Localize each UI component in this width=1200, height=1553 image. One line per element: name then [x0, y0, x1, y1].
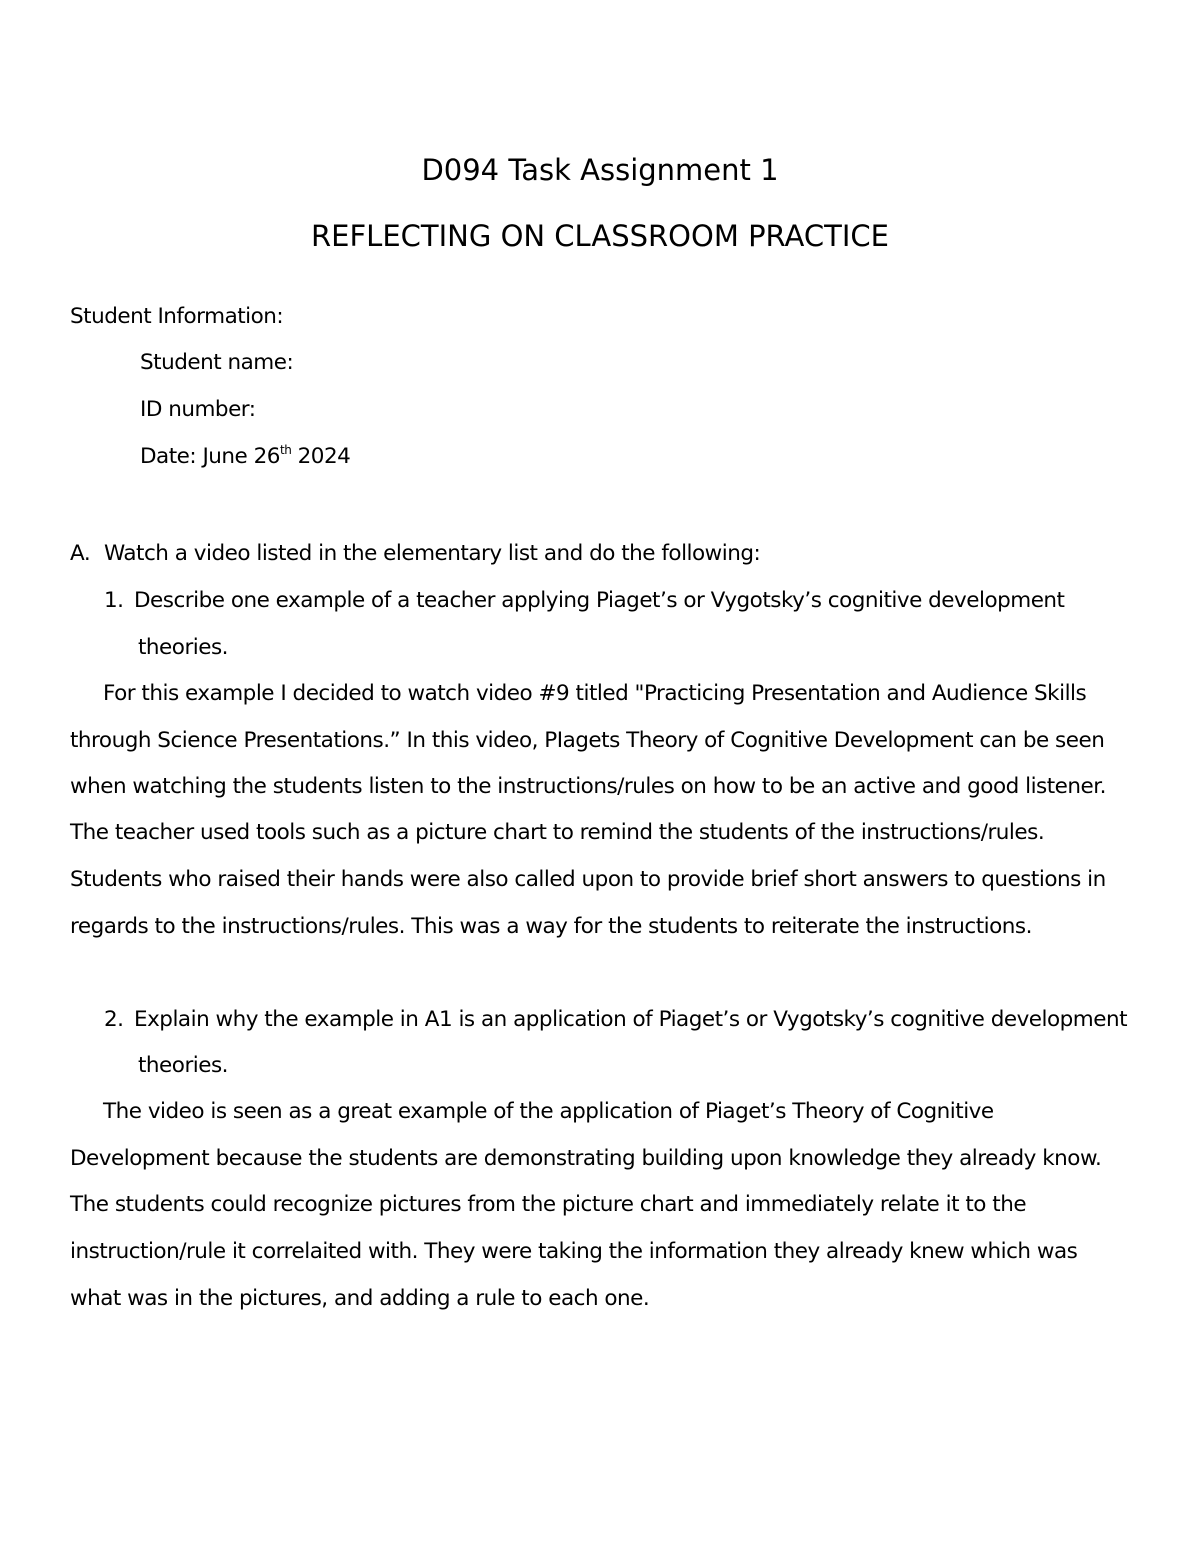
student-info-heading: Student Information:	[70, 304, 284, 329]
id-number-label: ID number:	[140, 397, 256, 422]
date-prefix: Date: June 26	[140, 444, 280, 469]
item-2-marker: 2.	[104, 1007, 124, 1032]
item-1-answer-line: Students who raised their hands were also called upon to provide brief short answers to questions in	[70, 867, 1106, 892]
item-2-answer-line: what was in the pictures, and adding a rule to each one.	[70, 1286, 650, 1311]
document-title: D094 Task Assignment 1	[421, 153, 779, 187]
item-1-answer-line: The teacher used tools such as a picture chart to remind the students of the instructions/rules.	[70, 820, 1045, 845]
item-1-answer-line: when watching the students listen to the instructions/rules on how to be an active and good listener.	[70, 774, 1106, 799]
date-suffix: 2024	[291, 444, 351, 469]
student-name-label: Student name:	[140, 350, 294, 375]
date-line	[140, 443, 351, 469]
date-superscript: th	[279, 443, 292, 457]
item-2-answer-line: The students could recognize pictures from the picture chart and immediately relate it to the	[70, 1192, 1027, 1217]
document-subtitle: REFLECTING ON CLASSROOM PRACTICE	[311, 219, 889, 253]
section-a-marker: A.	[70, 541, 91, 566]
item-1-answer-line: through Science Presentations.” In this video, PIagets Theory of Cognitive Development can be seen	[70, 728, 1105, 753]
section-a-prompt: Watch a video listed in the elementary list and do the following:	[104, 541, 761, 566]
item-2-question-line-2: theories.	[138, 1053, 229, 1078]
item-2-answer-line: Development because the students are demonstrating building upon knowledge they already know.	[70, 1146, 1102, 1171]
item-1-answer-line: regards to the instructions/rules. This was a way for the students to reiterate the instructions.	[70, 914, 1032, 939]
item-1-question-line-1: Describe one example of a teacher applying Piaget’s or Vygotsky’s cognitive development	[134, 588, 1065, 613]
item-1-question-line-2: theories.	[138, 635, 229, 660]
item-1-answer-line: For this example I decided to watch video #9 titled "Practicing Presentation and Audience Skills	[103, 681, 1087, 706]
item-2-answer-line: instruction/rule it correlaited with. They were taking the information they already knew which was	[70, 1239, 1078, 1264]
item-2-answer-line: The video is seen as a great example of the application of Piaget’s Theory of Cognitive	[103, 1099, 994, 1124]
item-2-question-line-1: Explain why the example in A1 is an application of Piaget’s or Vygotsky’s cognitive development	[134, 1007, 1128, 1032]
item-1-marker: 1.	[104, 588, 124, 613]
